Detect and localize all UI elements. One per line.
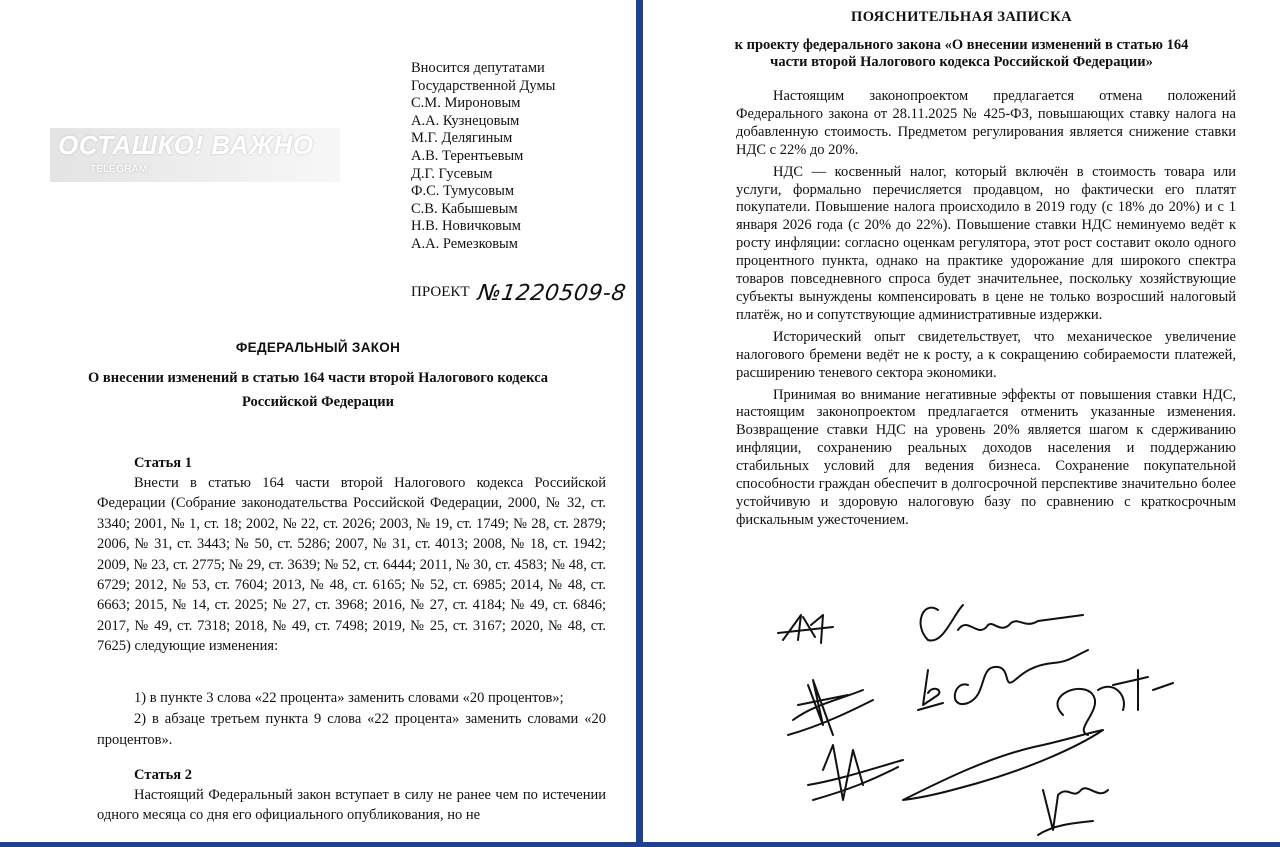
note-subtitle-line-2: части второй Налогового кодекса Российской Федерации» [770, 54, 1153, 70]
signature-7 [808, 745, 903, 800]
project-label: ПРОЕКТ [411, 284, 470, 300]
deputy-name: С.М. Мироновым [411, 95, 521, 112]
article-1-heading: Статья 1 [134, 455, 192, 471]
signature-6 [1057, 670, 1173, 735]
deputy-name: Н.В. Новичковым [411, 218, 521, 235]
deputy-name: Ф.С. Тумусовым [411, 183, 515, 200]
law-subtitle-line-1: О внесении изменений в статью 164 части второй Налогового кодекса [88, 370, 548, 386]
signature-3 [788, 680, 873, 735]
article-1-items [97, 688, 606, 751]
law-title: ФЕДЕРАЛЬНЫЙ ЗАКОН [235, 340, 401, 355]
note-paragraph-1: Настоящим законопроектом предлагается отмена положений Федерального закона от 28.11.2025 № 425-ФЗ, повышающих ставку налога на добавленную стоимость. Предметом регулирования является снижение ставки НДС с 22% до 20%. [736, 88, 1236, 158]
channel-watermark [50, 128, 340, 182]
note-body [736, 88, 1236, 534]
submitted-by-line: Государственной Думы [411, 77, 556, 94]
project-number-line [411, 281, 628, 306]
submitted-by-line: Вносится депутатами [411, 60, 545, 76]
deputy-name: С.В. Кабышевым [411, 200, 518, 217]
note-title: ПОЯСНИТЕЛЬНАЯ ЗАПИСКА [851, 9, 1072, 25]
article-1-paragraph: Внести в статью 164 части второй Налогового кодекса Российской Федерации (Собрание законодательства Российской Федерации, 2000, № 32, ст. 3340; 2001, № 1, ст. 18; 2002, № 22, ст. 2026; 2003, № 19, ст. 1749; № 28, ст. 2879; 2006, № 31, ст. 3443; № 50, ст. 5286; 2007, № 31, ст. 4013; 2008, № 18, ст. 1942; 2009, № 23, ст. 2775; № 29, ст. 3639; № 52, ст. 6444; 2011, № 30, ст. 4583; № 48, ст. 6729; 2012, № 53, ст. 7604; 2013, № 48, ст. 6165; № 52, ст. 6985; 2014, № 48, ст. 6663; 2015, № 14, ст. 2025; № 27, ст. 3968; 2016, № 27, ст. 4184; № 49, ст. 6846; 2017, № 49, ст. 7318; 2018, № 49, ст. 7498; 2019, № 25, ст. 3167; 2020, № 48, ст. 7625) следующие изменения: [97, 475, 606, 655]
draft-law-page [0, 0, 636, 847]
deputy-name: А.В. Терентьевым [411, 147, 524, 164]
note-paragraph-2: НДС — косвенный налог, который включён в стоимость товара или услуги, формально перечисляется продавцом, но фактически его платят покупатели. Повышение налога происходило в 2019 году (с 18% до 20%) и с 1 января 2026 года (с 20% до 22%). Повышение ставки НДС неминуемо ведёт к росту инфляции: согласно оценкам регулятора, этот рост составит около одного процентного пункта, однако на практике удорожание для широкого спектра товаров повседневного спроса будет значительнее, поскольку хозяйствующие субъекты вынуждены компенсировать в цене не только возросший налоговый платёж, но и сопутствующие административные издержки. [736, 163, 1236, 323]
deputy-name: А.А. Кузнецовым [411, 112, 520, 129]
deputy-name: Д.Г. Гусевым [411, 165, 493, 182]
explanatory-note-page [643, 0, 1280, 847]
signature-1 [778, 615, 833, 643]
page-divider [636, 0, 643, 847]
page-bottom-border [0, 842, 1280, 847]
signature-2 [921, 605, 1083, 641]
note-paragraph-3: Исторический опыт свидетельствует, что механическое увеличение налогового бремени ведёт не к росту, а к сокращению собираемости платежей, расширению теневого сектора экономики. [736, 328, 1236, 381]
signature-8 [903, 730, 1103, 800]
article-2-paragraph: Настоящий Федеральный закон вступает в силу не ранее чем по истечении одного месяца со дня его официального опубликования, но не [97, 787, 606, 824]
deputy-name: А.А. Ремезковым [411, 235, 518, 252]
note-paragraph-4: Принимая во внимание негативные эффекты от повышения ставки НДС, настоящим законопроектом предлагается отменить указанные изменения. Возвращение ставки НДС на уровень 20% является шагом к сдерживанию инфляции, сохранению реальных доходов населения и поддержанию стабильных условий для ведения бизнеса. Сохранение покупательной способности граждан обеспечит в долгосрочной перспективе значительно более устойчивую и здоровую налоговую базу по сравнению с краткосрочным фискальным ужесточением. [736, 386, 1236, 528]
watermark-title: ОСТАШКО! ВАЖНО [58, 130, 314, 160]
note-subtitle-line-1: к проекту федерального закона «О внесении изменений в статью 164 [734, 37, 1189, 53]
handwritten-project-number: №1220509-8 [475, 281, 628, 306]
law-subtitle-line-2: Российской Федерации [241, 394, 394, 410]
submitted-by-block [411, 60, 555, 254]
watermark-subtitle: TELEGRAM [90, 164, 148, 175]
handwritten-signatures [753, 585, 1253, 840]
article-1-body [97, 473, 606, 657]
signature-5 [955, 650, 1088, 704]
article-1-item-2: 2) в абзаце третьем пункта 9 слова «22 процента» заменить словами «20 процентов». [97, 711, 606, 748]
deputy-name: М.Г. Делягиным [411, 130, 513, 147]
article-2-heading: Статья 2 [134, 767, 192, 783]
article-1-item-1: 1) в пункте 3 слова «22 процента» заменить словами «20 процентов»; [134, 690, 564, 706]
article-2-body [97, 785, 606, 826]
signature-4 [918, 670, 943, 710]
signature-9 [1038, 788, 1108, 835]
